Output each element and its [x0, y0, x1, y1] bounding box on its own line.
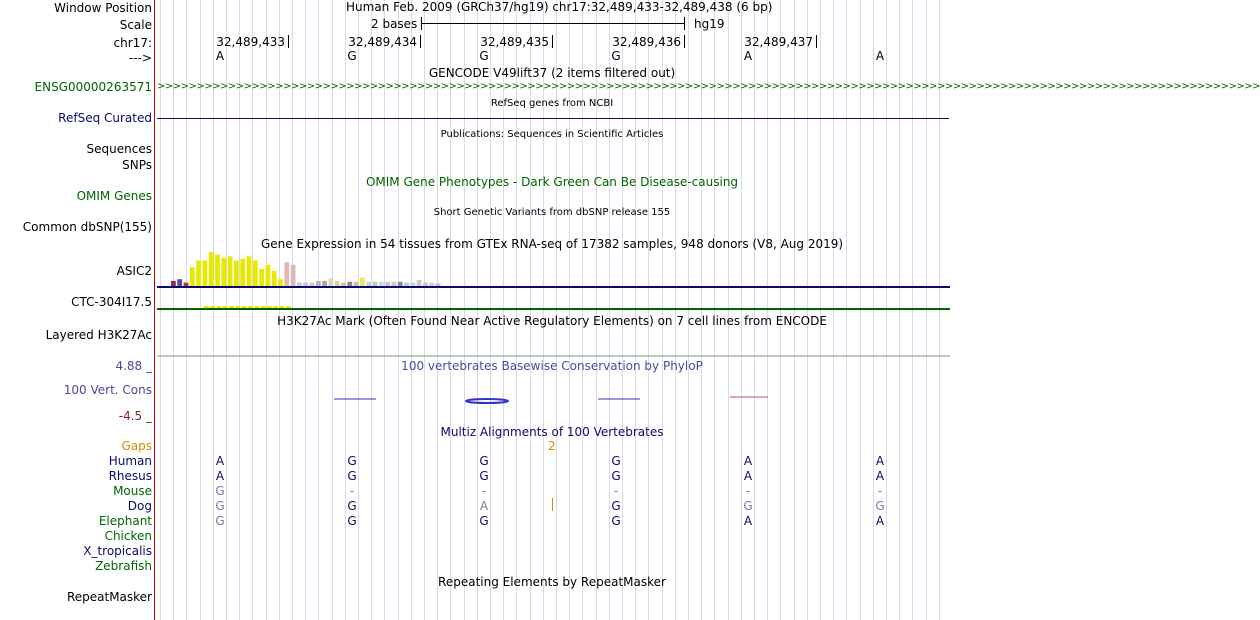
alignment-base: A [743, 469, 753, 483]
asic2-gtex-bar [335, 281, 340, 286]
asic2-gtex-bar [360, 278, 365, 287]
ruler-tick-label: 32,489,434 [348, 35, 417, 49]
strand-arrow: ---> [128, 51, 152, 65]
repeatmasker-track-title[interactable]: Repeating Elements by RepeatMasker [438, 575, 666, 589]
species-label-elephant[interactable]: Elephant [98, 514, 152, 528]
gaps-label[interactable]: Gaps [121, 439, 152, 453]
asic2-gtex-bar [177, 279, 182, 286]
ctc-gtex-bar [217, 306, 222, 308]
dbsnp-item-label[interactable]: Common dbSNP(155) [22, 220, 152, 234]
gencode-track-title[interactable]: GENCODE V49lift37 (2 items filtered out) [428, 66, 676, 80]
phylop-features [334, 397, 768, 403]
asic2-gtex-bar [417, 280, 422, 286]
asic2-gtex-bar [190, 267, 195, 286]
alignment-base: A [875, 514, 885, 528]
ruler-tick [684, 35, 685, 48]
asic2-gtex-bar [253, 261, 258, 287]
species-label-dog[interactable]: Dog [127, 499, 152, 513]
alignment-base: G [611, 514, 621, 528]
alignment-base: G [611, 499, 621, 513]
alignment-base: A [215, 469, 225, 483]
phylop-feature-2 [466, 399, 508, 403]
alignment-base: G [743, 499, 753, 513]
ctc-gtex-bar [273, 306, 278, 308]
asic2-gtex-bar [429, 283, 434, 286]
asic2-gtex-bar [240, 259, 245, 286]
ruler-tick [420, 35, 421, 48]
asic2-gtex-bar [379, 282, 384, 286]
gtex-asic2-label[interactable]: ASIC2 [116, 264, 152, 278]
track-gutter [154, 0, 155, 620]
refseq-gene-feature[interactable] [157, 118, 949, 119]
phylop-item-label[interactable]: 100 Vert. Cons [63, 383, 152, 397]
alignment-base: - [613, 484, 619, 498]
asic2-gtex-bar [322, 281, 327, 286]
asic2-gtex-bar [373, 282, 378, 286]
gencode-gene-feature[interactable]: >>>>>>>>>>>>>>>>>>>>>>>>>>>>>>>>>>>>>>>>>>>>>>>>>>>>>>>>>>>>>>>>>>>>>>>>>>>>>>>>>>>>>>>>>>>>>>>>>>>>>>>>>>>>>>>>>>>>>>>>>>>>>>>>>>>>>>>>>>>> [157, 81, 1260, 92]
ctc-gtex-bar [229, 306, 234, 308]
ctc-gtex-bar [267, 306, 272, 308]
alignment-base: G [347, 499, 357, 513]
species-label-zebrafish[interactable]: Zebrafish [95, 559, 152, 573]
assembly-label: hg19 [694, 17, 725, 31]
ruler-tick-label: 32,489,433 [216, 35, 285, 49]
species-label-mouse[interactable]: Mouse [113, 484, 152, 498]
sequences-label[interactable]: Sequences [86, 142, 152, 156]
reference-base: G [479, 49, 489, 63]
alignment-base: A [479, 499, 489, 513]
alignment-base: G [611, 469, 621, 483]
asic2-gtex-bar [228, 256, 233, 286]
alignment-base: G [215, 484, 225, 498]
alignment-base: A [875, 469, 885, 483]
omim-item-label[interactable]: OMIM Genes [76, 189, 152, 203]
asic2-gtex-bar [215, 255, 220, 286]
scale-bar-right-tick [684, 17, 685, 30]
alignment-base: - [745, 484, 751, 498]
ruler-tick-label: 32,489,437 [744, 35, 813, 49]
gap-count: 2 [548, 439, 556, 453]
alignment-base: G [479, 454, 489, 468]
asic2-gtex-bar [385, 282, 390, 286]
asic2-gtex-bar [247, 256, 252, 286]
snps-label[interactable]: SNPs [122, 158, 152, 172]
repeatmasker-item-label[interactable]: RepeatMasker [66, 590, 152, 604]
ctc-gtex-bar [261, 306, 266, 308]
publications-track-title[interactable]: Publications: Sequences in Scientific Articles [440, 129, 664, 140]
ctc-gtex-bar [204, 306, 209, 308]
ctc-gtex-bar [254, 306, 259, 308]
phylop-track-title[interactable]: 100 vertebrates Basewise Conservation by PhyloP [401, 359, 703, 373]
asic2-gtex-bar [272, 271, 277, 286]
reference-base: G [347, 49, 357, 63]
gtex-track-title[interactable]: Gene Expression in 54 tissues from GTEx RNA-seq of 17382 samples, 948 donors (V8, Aug 2019) [260, 237, 844, 251]
phylop-max-label: 4.88 _ [115, 359, 152, 373]
alignment-base: - [877, 484, 883, 498]
h3k27ac-track-title[interactable]: H3K27Ac Mark (Often Found Near Active Regulatory Elements) on 7 cell lines from ENCODE [277, 314, 827, 328]
alignment-base: G [215, 499, 225, 513]
gtex-ctc-label[interactable]: CTC-304I17.5 [71, 295, 152, 309]
reference-base: A [743, 49, 753, 63]
ctc-gtex-bar [286, 306, 291, 308]
gencode-item-label[interactable]: ENSG00000263571 [34, 80, 152, 94]
omim-track-title[interactable]: OMIM Gene Phenotypes - Dark Green Can Be Disease-causing [365, 175, 739, 189]
ruler-tick [816, 35, 817, 48]
asic2-gtex-bar [259, 269, 264, 286]
alignment-base: G [479, 469, 489, 483]
species-label-rhesus[interactable]: Rhesus [108, 469, 152, 483]
alignment-base: G [611, 454, 621, 468]
asic2-gtex-bar [404, 283, 409, 286]
asic2-gtex-bar [203, 261, 208, 287]
asic2-gtex-bar [392, 282, 397, 286]
h3k27ac-item-label[interactable]: Layered H3K27Ac [45, 328, 152, 342]
window-position-text: Human Feb. 2009 (GRCh37/hg19) chr17:32,489,433-32,489,438 (6 bp) [346, 0, 773, 14]
dbsnp-track-title[interactable]: Short Genetic Variants from dbSNP release 155 [433, 207, 671, 218]
reference-base: G [611, 49, 621, 63]
asic2-gtex-bar [310, 283, 315, 286]
alignment-base: - [481, 484, 487, 498]
refseq-item-label[interactable]: RefSeq Curated [58, 111, 152, 125]
ruler-tick [552, 35, 553, 48]
ruler-tick-label: 32,489,436 [612, 35, 681, 49]
refseq-track-title[interactable]: RefSeq genes from NCBI [490, 98, 614, 109]
phylop-min-label: -4.5 _ [118, 409, 152, 423]
chrom-label: chr17: [113, 36, 152, 50]
ctc-gtex-bar [242, 306, 247, 308]
scale-text: 2 bases [371, 17, 418, 31]
multiz-track-title[interactable]: Multiz Alignments of 100 Vertebrates [440, 425, 664, 439]
alignment-base: A [743, 454, 753, 468]
reference-base: A [215, 49, 225, 63]
alignment-base: G [347, 514, 357, 528]
gap-marker [552, 498, 553, 511]
alignment-base: A [875, 454, 885, 468]
species-label-x_tropicalis[interactable]: X_tropicalis [83, 544, 152, 558]
scale-label: Scale [119, 18, 152, 32]
reference-base: A [875, 49, 885, 63]
window-position-label: Window Position [54, 1, 152, 15]
scale-bar-left-tick [421, 17, 422, 30]
ctc-gtex-bar [280, 306, 285, 308]
species-label-chicken[interactable]: Chicken [104, 529, 152, 543]
species-label-human[interactable]: Human [108, 454, 152, 468]
asic2-gtex-bar [347, 282, 352, 286]
alignment-base: A [215, 454, 225, 468]
alignment-base: G [479, 514, 489, 528]
asic2-gtex-bar [297, 283, 302, 286]
alignment-base: - [349, 484, 355, 498]
scale-bar [421, 23, 685, 24]
alignment-base: G [347, 469, 357, 483]
alignment-base: G [215, 514, 225, 528]
ruler-tick-label: 32,489,435 [480, 35, 549, 49]
asic2-gtex-bar [284, 262, 289, 286]
alignment-base: A [743, 514, 753, 528]
alignment-base: G [875, 499, 885, 513]
alignment-base: G [347, 454, 357, 468]
ruler-tick [288, 35, 289, 48]
